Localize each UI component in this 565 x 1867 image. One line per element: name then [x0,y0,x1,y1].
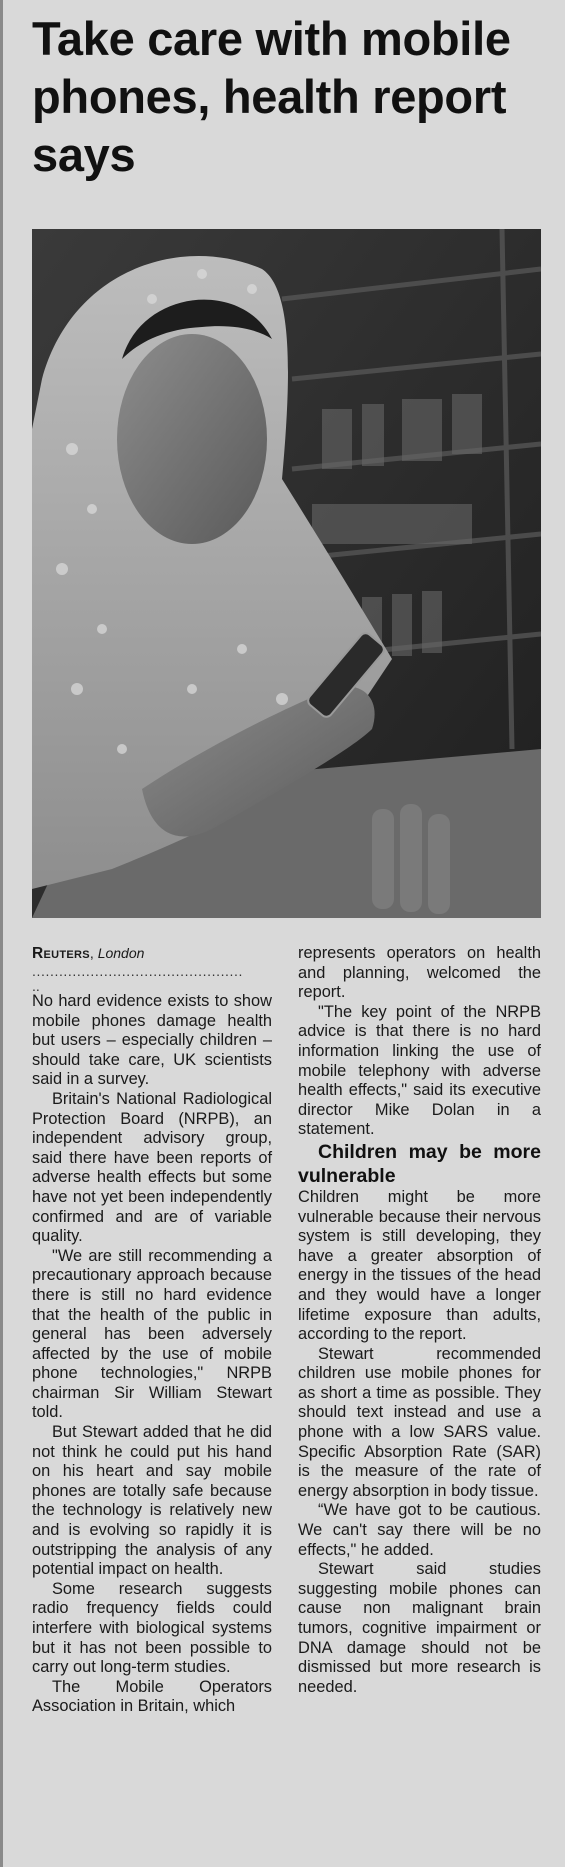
paragraph: represents operators on health and planning, welcomed the report. [298,944,541,1002]
paragraph: "We are still recommending a precautionary approach because there is still no hard evidence that the health of the public in general has been adversely affected by the use of mobile phone technologies," NRPB chairman Sir William Stewart told. [32,1246,272,1422]
column-left [32,944,272,1717]
dateline-place: London [97,945,145,961]
divider-dots-tail: .. [32,978,40,994]
paragraph: But Stewart added that he did not think he could put his hand on his heart and say mobile phones are totally safe because the technology is relatively new and is evolving so rapidly it is outstripping the analysis of any potential impact on health. [32,1423,272,1579]
paragraph: Some research suggests radio frequency fields could interfere with biological systems but it has not been possible to carry out long-term studies. [32,1579,272,1677]
divider-dots: ............................................... [32,963,244,979]
paragraph: "The key point of the NRPB advice is that there is no hard information linking the use of mobile telephony with adverse health effects," said its executive director Mike Dolan in a statement. [298,1002,541,1139]
dateline [32,944,272,963]
section-subhead: Children may be more vulnerable [298,1140,541,1187]
paragraph: Stewart recommended children use mobile phones for as short a time as possible. They should text instead and use a phone with a low SARS value. Specific Absorption Rate (SAR) is the measure of the rate of energy absorption in body tissue. [298,1344,541,1500]
photo-woman-with-phone-illustration [32,229,541,918]
page-left-rule [0,0,3,1867]
paragraph: Britain's National Radiological Protection Board (NRPB), an independent advisory group, said there have been reports of adverse health effects but some have not yet been independently confirmed and are of variable quality. [32,1089,272,1246]
paragraph: No hard evidence exists to show mobile phones damage health but users – especially children – should take care, UK scientists said in a survey. [32,992,272,1089]
paragraph: Stewart said studies suggesting mobile phones can cause non malignant brain tumors, cognitive impairment or DNA damage should not be dismissed but more research is needed. [298,1560,541,1696]
article-body [32,944,541,1864]
article-headline: Take care with mobile phones, health report says [32,12,511,181]
dateline-separator: , [89,945,98,961]
paragraph: Children might be more vulnerable because their nervous system is still developing, they have a greater absorption of energy in the tissues of the head and they would have a longer lifetime exposure than adults, according to the report. [298,1187,541,1344]
agency-name: Reuters [32,945,90,962]
article-photo [32,229,541,918]
column-right [298,944,541,1697]
paragraph: “We have got to be cautious. We can't say there will be no effects," he added. [298,1501,541,1559]
paragraph: The Mobile Operators Association in Britain, which [32,1677,272,1716]
